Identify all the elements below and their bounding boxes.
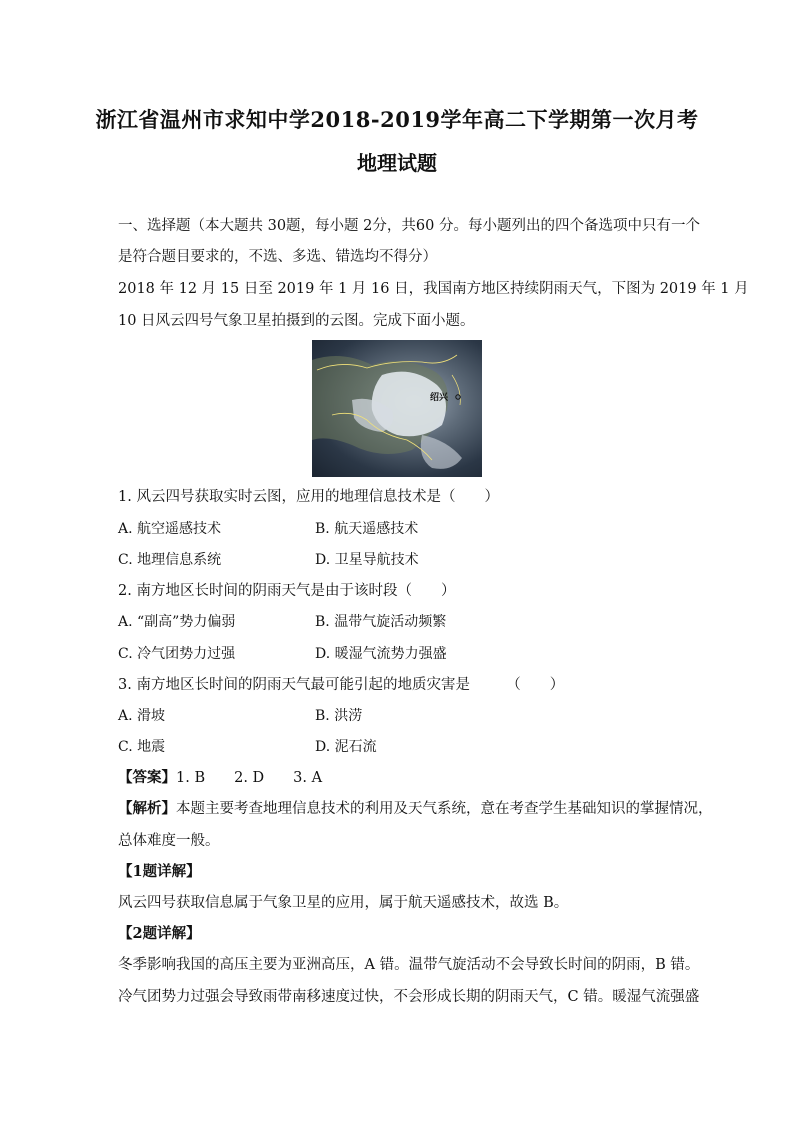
- analysis-tag: 【解析】: [118, 800, 176, 817]
- satellite-cloud-image: [312, 340, 482, 477]
- satellite-map-graphic: [312, 340, 482, 477]
- question-2-option-a: A. “副高”势力偏弱: [118, 614, 236, 630]
- intro-line-2: 10 日风云四号气象卫星拍摄到的云图。完成下面小题。: [118, 313, 475, 329]
- question-1-option-a: A. 航空遥感技术: [118, 521, 222, 537]
- analysis-text-1: 本题主要考查地理信息技术的利用及天气系统，意在考查学生基础知识的掌握情况，: [176, 801, 713, 817]
- question-3-option-d: D. 泥石流: [315, 739, 377, 755]
- section-header-line-2: 是符合题目要求的，不选、多选、错选均不得分）: [118, 249, 437, 265]
- question-3-stem: 3. 南方地区长时间的阴雨天气最可能引起的地质灾害是 （ ）: [118, 677, 565, 693]
- map-label-shaoxing: 绍兴: [430, 393, 449, 403]
- detail-2-line-2: 冷气团势力过强会导致雨带南移速度过快，不会形成长期的阴雨天气，C 错。暖湿气流强盛: [118, 989, 700, 1005]
- question-3-option-c: C. 地震: [118, 739, 166, 755]
- answer-tag: 【答案】: [118, 769, 176, 786]
- document-title: 浙江省温州市求知中学2018-2019学年高二下学期第一次月考: [95, 107, 699, 132]
- question-1-option-c: C. 地理信息系统: [118, 552, 222, 568]
- question-3-option-b: B. 洪涝: [315, 708, 363, 724]
- intro-line-1: 2018 年 12 月 15 日至 2019 年 1 月 16 日，我国南方地区持续阴雨天气，下图为 2019 年 1 月: [118, 281, 749, 297]
- question-1-stem: 1. 风云四号获取实时云图，应用的地理信息技术是（ ）: [118, 489, 499, 505]
- analysis-line-2: 总体难度一般。: [118, 833, 220, 849]
- analysis-line-1: [118, 799, 713, 819]
- question-2-option-b: B. 温带气旋活动频繁: [315, 614, 447, 630]
- detail-1-text: 风云四号获取信息属于气象卫星的应用，属于航天遥感技术，故选 B。: [118, 895, 569, 911]
- question-2-option-c: C. 冷气团势力过强: [118, 646, 236, 662]
- document-subtitle: 地理试题: [357, 151, 437, 175]
- answer-text: 1. B 2. D 3. A: [176, 770, 323, 786]
- detail-1-tag: 【1题详解】: [118, 863, 201, 880]
- section-header-line-1: 一、选择题（本大题共 30题，每小题 2分，共60 分。每小题列出的四个备选项中只有一个: [118, 218, 700, 234]
- detail-2-line-1: 冬季影响我国的高压主要为亚洲高压，A 错。温带气旋活动不会导致长时间的阴雨，B 错。: [118, 957, 700, 973]
- question-1-option-b: B. 航天遥感技术: [315, 521, 419, 537]
- question-2-stem: 2. 南方地区长时间的阴雨天气是由于该时段（ ）: [118, 583, 456, 599]
- question-2-option-d: D. 暖湿气流势力强盛: [315, 646, 447, 662]
- question-1-option-d: D. 卫星导航技术: [315, 552, 419, 568]
- detail-2-tag: 【2题详解】: [118, 925, 201, 942]
- answer-line: [118, 768, 678, 788]
- question-3-option-a: A. 滑坡: [118, 708, 166, 724]
